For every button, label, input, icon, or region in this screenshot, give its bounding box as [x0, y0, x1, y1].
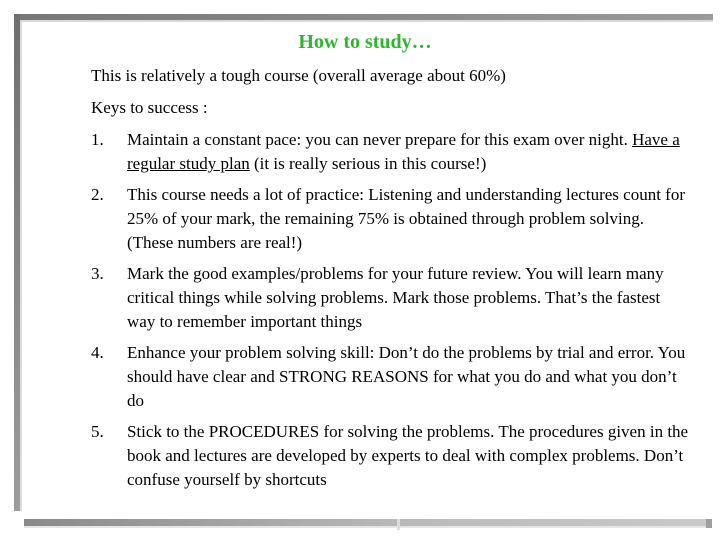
- item-number: 3.: [91, 264, 104, 283]
- keys-heading: Keys to success :: [91, 98, 208, 117]
- item-number: 2.: [91, 185, 104, 204]
- item-text: Stick to the PROCEDURES for solving the problems. The procedures given in the book and lectures are developed by experts to deal with complex problems. Don’t confuse yourself by shortcuts: [127, 422, 689, 489]
- intro-text: This is relatively a tough course (overall average about 60%): [91, 66, 506, 85]
- underlined-phrase: Have a regular study plan: [127, 130, 680, 173]
- list-item: [91, 262, 691, 334]
- item-number: 1.: [91, 130, 104, 149]
- item-text-start: Maintain a constant pace: you can never prepare for this exam over night.: [127, 130, 633, 149]
- frame-top-shadow: [20, 20, 713, 22]
- list-item: [91, 128, 691, 176]
- list-item: [91, 183, 691, 255]
- list-item: [91, 420, 691, 492]
- item-text: This course needs a lot of practice: Listening and understanding lectures count for 25% of your mark, the remaining 75% is obtained through problem solving. (These numbers are real!): [127, 185, 685, 252]
- frame-bottom-shadow: [24, 526, 706, 528]
- frame-bottom-bar: [24, 519, 706, 526]
- slide-title: How to study…: [298, 31, 432, 53]
- item-text: [127, 128, 691, 176]
- item-text: Mark the good examples/problems for your future review. You will learn many critical things while solving problems. Mark those problems. That’s the fastest way to remember important things: [127, 264, 664, 331]
- item-text-end: (it is really serious in this course!): [249, 154, 487, 173]
- item-text: Enhance your problem solving skill: Don’t do the problems by trial and error. You should have clear and STRONG REASONS for what you do and what you don’t do: [127, 343, 686, 410]
- item-number: 5.: [91, 422, 104, 441]
- item-number: 4.: [91, 343, 104, 362]
- frame-bottom-tick: [397, 519, 400, 530]
- frame-corner-right: [706, 519, 712, 528]
- tips-list: [91, 128, 691, 499]
- frame-left-shadow: [20, 22, 22, 511]
- list-item: [91, 341, 691, 413]
